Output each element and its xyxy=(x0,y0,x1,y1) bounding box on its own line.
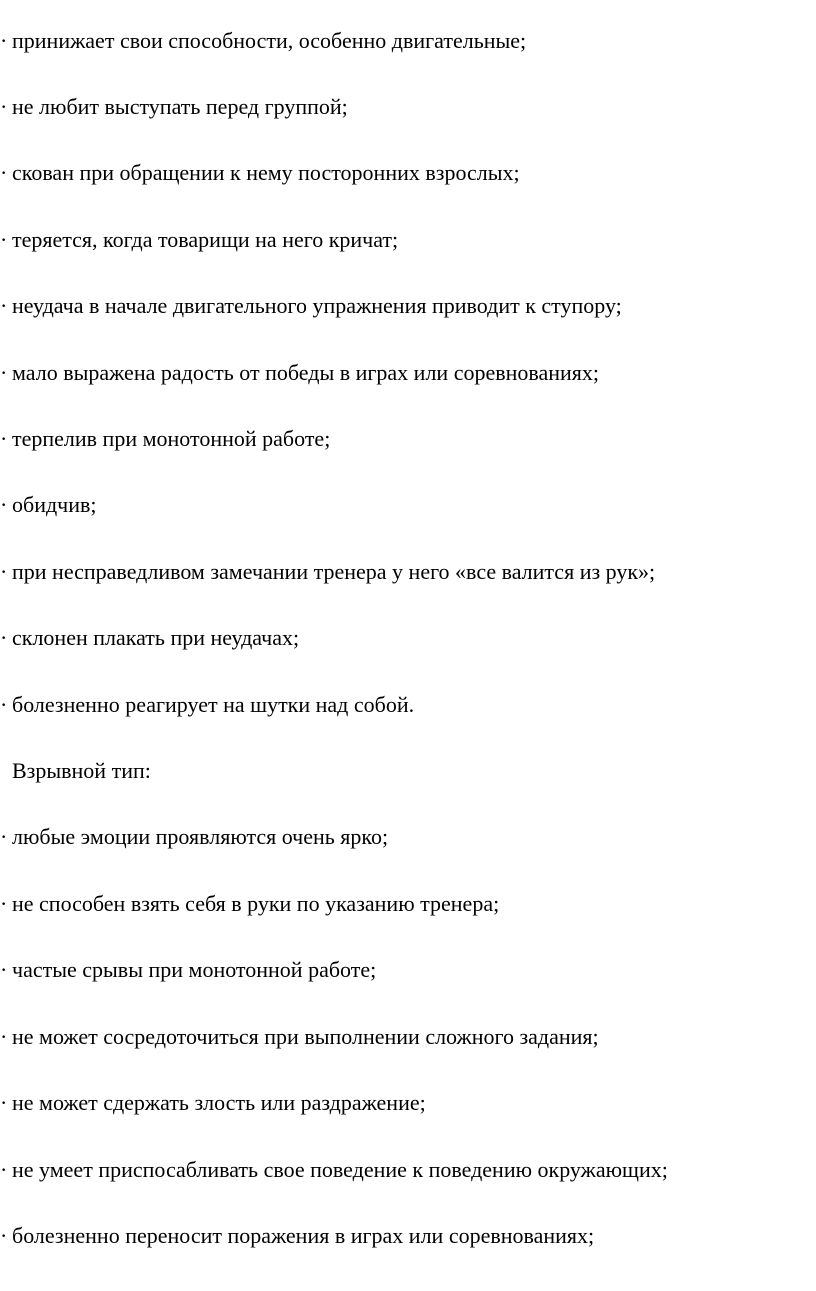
list-item xyxy=(0,1090,426,1116)
list-item-text: скован при обращении к нему посторонних взрослых; xyxy=(12,160,520,185)
list-item xyxy=(0,1024,599,1050)
bullet-icon: · xyxy=(0,1157,8,1182)
list-item xyxy=(0,625,299,651)
list-item xyxy=(0,28,526,54)
bullet-icon: · xyxy=(0,625,8,650)
list-item-text: болезненно переносит поражения в играх или соревнованиях; xyxy=(12,1223,595,1248)
list-item xyxy=(0,293,622,319)
bullet-icon: · xyxy=(0,426,8,451)
list-item-text: болезненно реагирует на шутки над собой. xyxy=(12,692,415,717)
list-item xyxy=(0,227,398,253)
bullet-icon: · xyxy=(0,559,8,584)
list-item-text: не может сдержать злость или раздражение; xyxy=(12,1090,426,1115)
list-item-text: частые срывы при монотонной работе; xyxy=(12,957,377,982)
list-item-text: при несправедливом замечании тренера у него «все валится из рук»; xyxy=(12,559,656,584)
list-item-text: склонен плакать при неудачах; xyxy=(12,625,300,650)
bullet-icon: · xyxy=(0,1024,8,1049)
list-item xyxy=(0,360,599,386)
bullet-icon: · xyxy=(0,692,8,717)
bullet-icon: · xyxy=(0,227,8,252)
list-item-text: не любит выступать перед группой; xyxy=(12,94,348,119)
list-item xyxy=(0,1157,668,1183)
list-item-text: принижает свои способности, особенно двигательные; xyxy=(12,28,527,53)
list-item xyxy=(0,559,655,585)
list-item-text: не способен взять себя в руки по указанию тренера; xyxy=(12,891,500,916)
list-item xyxy=(0,94,348,120)
list-item-text: неудача в начале двигательного упражнения приводит к ступору; xyxy=(12,293,622,318)
list-item-text: терпелив при монотонной работе; xyxy=(12,426,331,451)
list-item xyxy=(0,957,376,983)
bullet-icon: · xyxy=(0,957,8,982)
bullet-icon: · xyxy=(0,293,8,318)
bullet-icon: · xyxy=(0,28,8,53)
bullet-icon: · xyxy=(0,824,8,849)
list-item xyxy=(0,160,520,186)
bullet-icon: · xyxy=(0,1090,8,1115)
bullet-icon: · xyxy=(0,492,8,517)
bullet-icon: · xyxy=(0,94,8,119)
list-item xyxy=(0,824,388,850)
list-item xyxy=(0,692,414,718)
list-item-text: не может сосредоточиться при выполнении сложного задания; xyxy=(12,1024,599,1049)
list-item-text: любые эмоции проявляются очень ярко; xyxy=(12,824,389,849)
list-item xyxy=(0,891,499,917)
section-heading: Взрывной тип: xyxy=(12,758,151,783)
bullet-icon: · xyxy=(0,160,8,185)
bullet-icon: · xyxy=(0,360,8,385)
list-item-text: теряется, когда товарищи на него кричат; xyxy=(12,227,399,252)
list-item-text: обидчив; xyxy=(12,492,97,517)
list-item xyxy=(0,1223,594,1249)
list-item-text: не умеет приспосабливать свое поведение к поведению окружающих; xyxy=(12,1157,668,1182)
bullet-icon: · xyxy=(0,1223,8,1248)
list-item xyxy=(0,426,330,452)
list-item xyxy=(0,492,97,518)
bullet-icon: · xyxy=(0,891,8,916)
list-item-text: мало выражена радость от победы в играх или соревнованиях; xyxy=(12,360,600,385)
